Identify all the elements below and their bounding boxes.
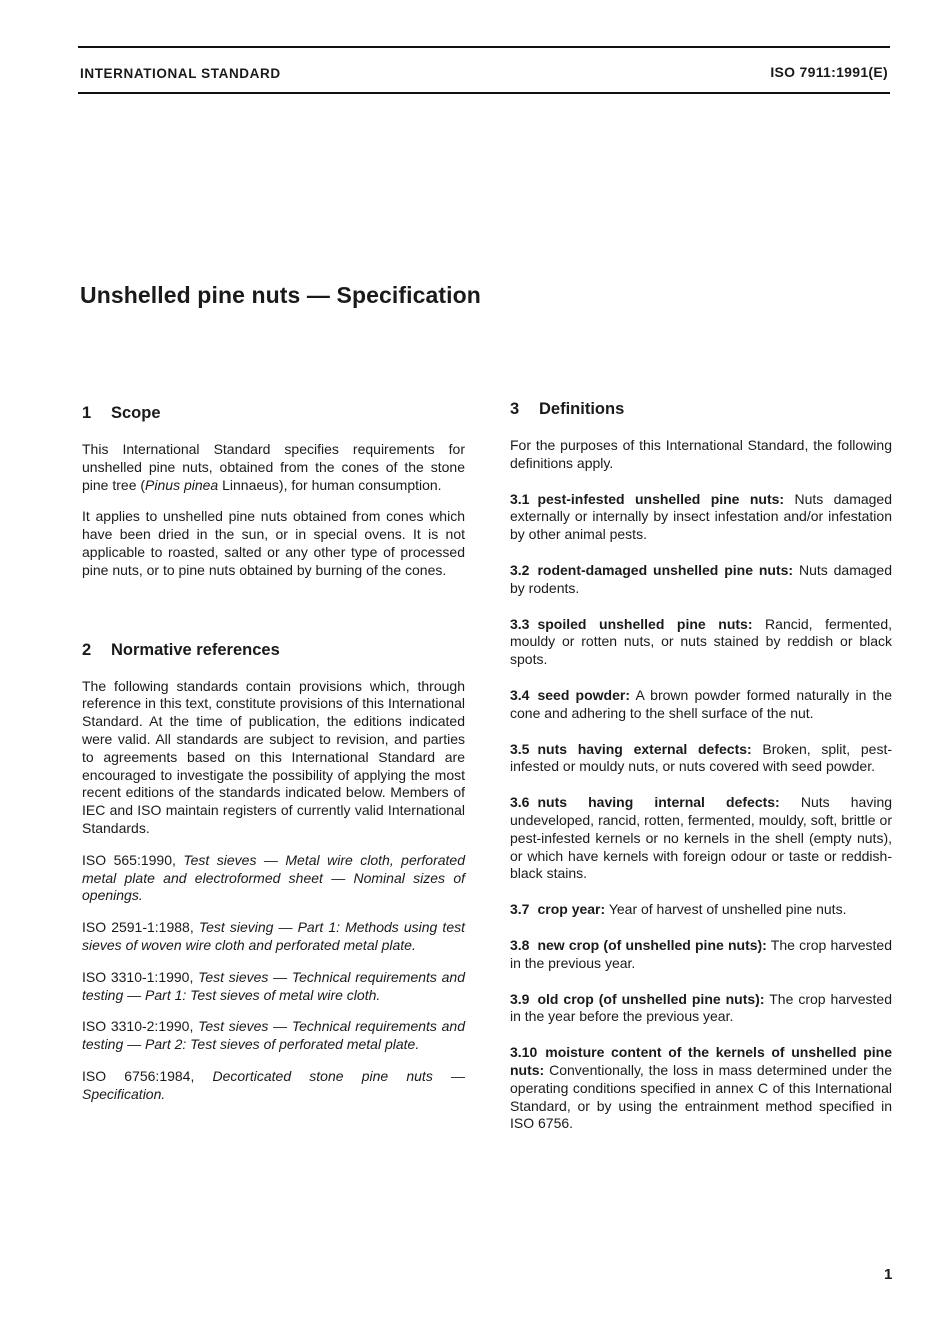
scope-paragraph-2: It applies to unshelled pine nuts obtained from cones which have been dried in the sun, or in special ovens. It is not applicable to roasted, salted or any other type of processed pine nuts, or to pine nuts obtained by burning of the cones. <box>82 508 465 578</box>
section-title: Definitions <box>539 400 625 418</box>
document-title: Unshelled pine nuts — Specification <box>80 282 481 308</box>
definition-item: 3.5 nuts having external defects: Broken, split, pest-infested or mouldy nuts, or nuts covered with seed powder. <box>510 740 893 775</box>
definition-item: 3.3 spoiled unshelled pine nuts: Rancid, fermented, mouldy or rotten nuts, or nuts stained by reddish or black spots. <box>510 615 892 668</box>
section-number: 1 <box>82 404 92 422</box>
definition-item: 3.1 pest-infested unshelled pine nuts: Nuts damaged externally or internally by insect infestation and/or infestation by other animal pests. <box>510 490 892 543</box>
reference-item: ISO 3310-1:1990, Test sieves — Technical requirements and testing — Part 1: Test sieves of metal wire cloth. <box>82 968 465 1003</box>
section-definitions-heading <box>510 399 892 419</box>
definition-item: 3.2 rodent-damaged unshelled pine nuts: Nuts damaged by rodents. <box>510 561 893 596</box>
definition-item: 3.7 crop year: Year of harvest of unshelled pine nuts. <box>510 901 847 918</box>
section-number: 2 <box>82 640 92 659</box>
definition-item: 3.8 new crop (of unshelled pine nuts): The crop harvested in the previous year. <box>510 936 892 971</box>
reference-item: ISO 3310-2:1990, Test sieves — Technical requirements and testing — Part 2: Test sieves of perforated metal plate. <box>82 1018 465 1053</box>
left-column <box>82 403 465 1104</box>
definition-item: 3.4 seed powder: A brown powder formed naturally in the cone and adhering to the shell surface of the nut. <box>510 686 892 721</box>
section-number: 3 <box>510 400 520 418</box>
right-column <box>510 399 892 1133</box>
reference-item: ISO 2591-1:1988, Test sieving — Part 1: Methods using test sieves of woven wire cloth and perforated metal plate. <box>82 919 465 953</box>
definition-item: 3.9 old crop (of unshelled pine nuts): The crop harvested in the year before the previous year. <box>510 990 893 1025</box>
definition-item: 3.10 moisture content of the kernels of unshelled pine nuts: Conventionally, the loss in mass determined under the operating conditions specified in annex C of this International Standard, or by using the entrainment method specified in ISO 6756. <box>510 1044 892 1132</box>
definitions-intro: For the purposes of this International Standard, the following definitions apply. <box>510 437 892 471</box>
scope-paragraph-1: This International Standard specifies requirements for unshelled pine nuts, obtained from the cones of the stone pine tree (Pinus pinea Linnaeus), for human consumption. <box>82 441 465 493</box>
section-normative-references-heading <box>82 640 465 660</box>
section-title: Scope <box>111 404 161 422</box>
header-bottom-rule <box>78 92 890 94</box>
section-title: Normative references <box>111 640 280 659</box>
header-top-rule <box>78 46 890 48</box>
reference-item: ISO 6756:1984, Decorticated stone pine nuts — Specification. <box>82 1067 465 1102</box>
normative-references-intro: The following standards contain provisions which, through reference in this text, constitute provisions of this International Standard. At the time of publication, the editions indicated were valid. All standards are subject to revision, and parties to agreements based on this International Standard are encouraged to investigate the possibility of applying the most recent editions of the standards indicated below. Members of IEC and ISO maintain registers of currently valid International Standards. <box>82 677 465 836</box>
section-scope-heading <box>82 403 465 423</box>
reference-item: ISO 565:1990, Test sieves — Metal wire cloth, perforated metal plate and electroformed sheet — Nominal sizes of openings. <box>82 851 465 904</box>
page-number: 1 <box>884 1266 893 1283</box>
definition-item: 3.6 nuts having internal defects: Nuts having undeveloped, rancid, rotten, fermented, mouldy, soft, brittle or pest-infested kernels or no kernels in the shell (empty nuts), or which have kernels with foreign odour or taste or reddish-black stains. <box>510 794 893 882</box>
header-standard-number: ISO 7911:1991(E) <box>770 64 888 80</box>
header-document-type: INTERNATIONAL STANDARD <box>80 66 281 81</box>
